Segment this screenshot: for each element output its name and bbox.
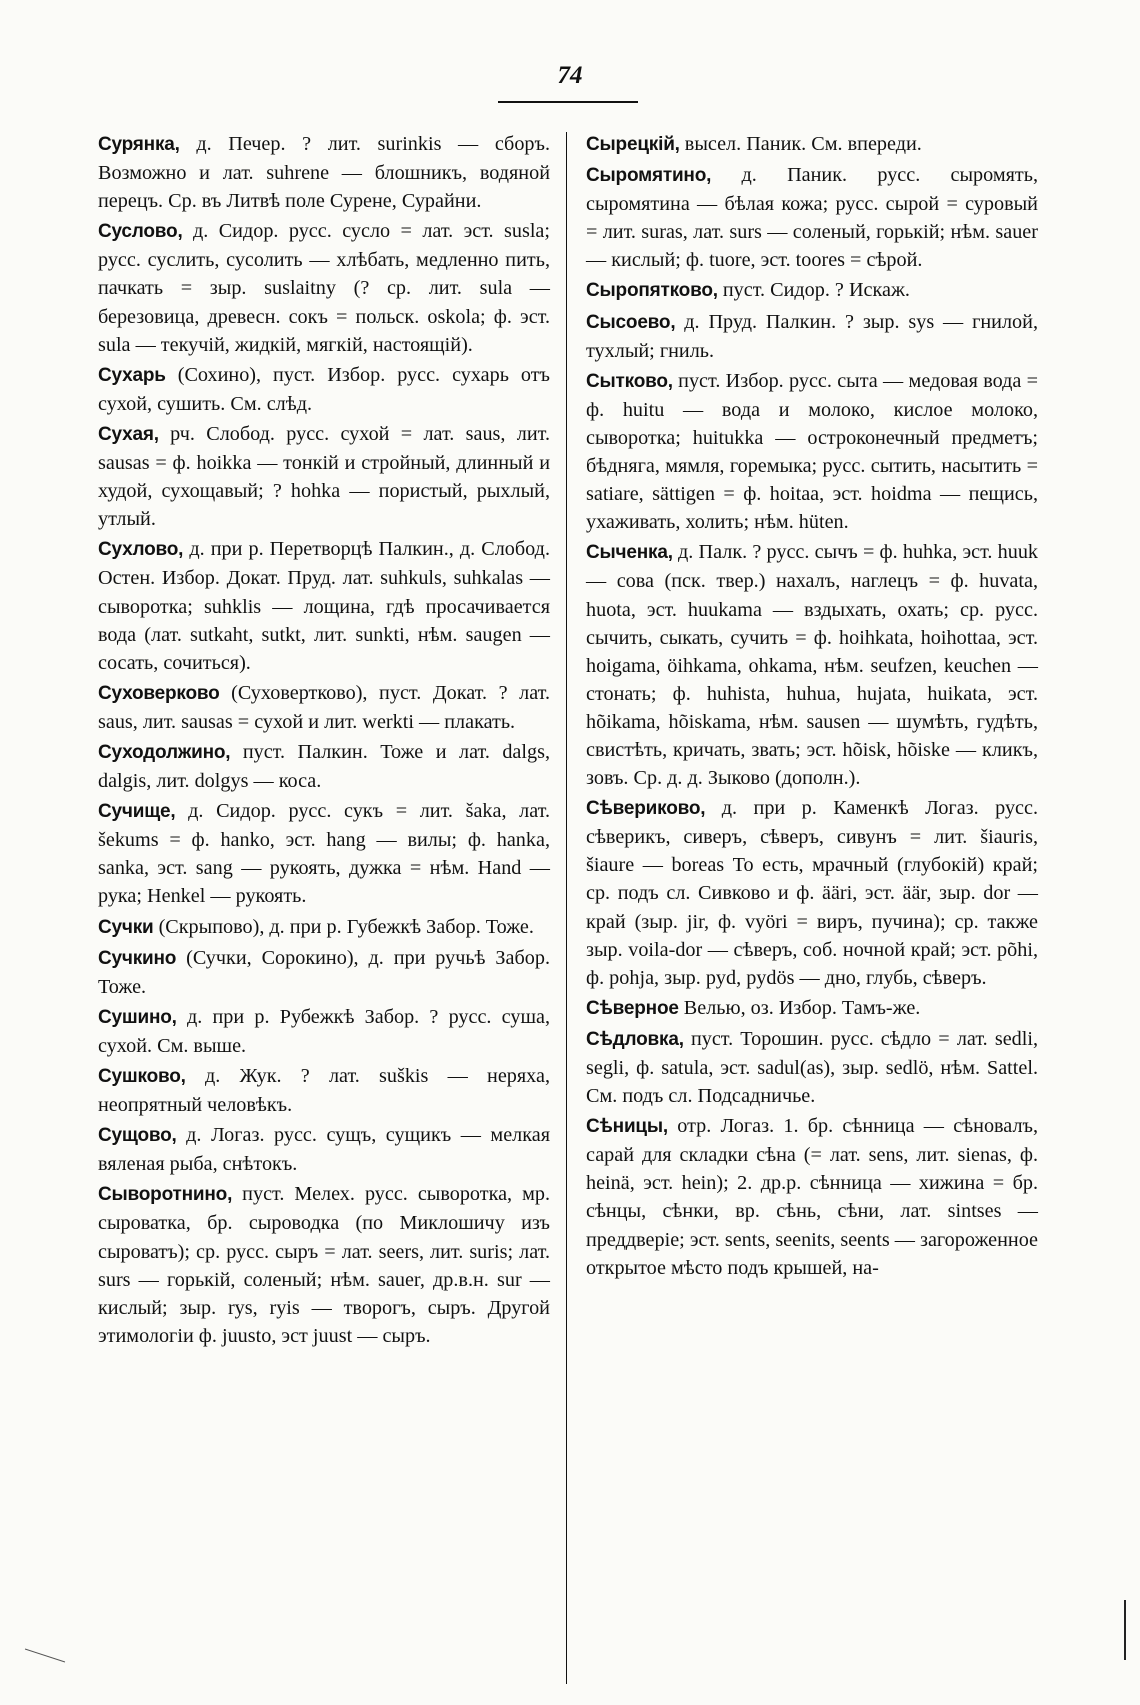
dictionary-entry <box>586 538 1038 792</box>
entry-text: д. Сидор. русс. сусло = лат. эст. susla; русс. суслить, сусолить — хлѣбать, медленно пить, пачкать = зыр. suslaitny (? ср. лит. sula — березовица, древесн. сокъ = польск. oskola; ф. эст. sula — текучій, жидкій, мягкій, настоящій). <box>98 220 550 356</box>
dictionary-entry <box>586 1025 1038 1110</box>
dictionary-entry <box>98 535 550 676</box>
entry-headword: Сушино, <box>98 1006 177 1028</box>
entry-headword: Сытково, <box>586 370 673 392</box>
dictionary-entry <box>586 367 1038 537</box>
right-column <box>586 130 1038 1284</box>
entry-headword: Сѣверное <box>586 997 679 1019</box>
dictionary-entry <box>98 738 550 795</box>
dictionary-entry <box>98 361 550 418</box>
entry-text: (Сохино), пуст. Избор. русс. сухарь отъ сухой, сушить. См. слѣд. <box>98 363 550 415</box>
entry-headword: Сурянка, <box>98 134 180 155</box>
entry-text: д. Сидор. русс. сукъ = лит. šaka, лат. šekums = ф. hanko, эст. hang — вилы; ф. hanka, sanka, эст. sang — рукоять, дужка = нѣм. Hand — рука; Henkel — рукоять. <box>98 800 551 908</box>
entry-headword: Сухлово, <box>98 539 184 561</box>
entry-text: д. Печер. ? лит. surinkis — сборъ. Возможно и лат. suhrene — блошникъ, водяной перецъ. Ср. въ Литвѣ поле Сурене, Сурайни. <box>98 133 550 213</box>
entry-headword: Сухая, <box>98 423 159 445</box>
entry-text: Велью, оз. Избор. Тамъ-же. <box>683 996 921 1019</box>
entry-headword: Сущово, <box>98 1125 177 1147</box>
entry-headword: Сыченка, <box>586 542 673 564</box>
entry-text: д. при р. Каменкѣ Логаз. русс. сѣверикъ, сиверъ, сѣверъ, сивунъ = лит. šiauris, šiaure — boreas То есть, мрачный (глубокій) край; ср. подъ сл. Сивково и ф. ääri, эст. äär, зыр. dor — край (зыр. jir, ф. vyöri = виръ, пучина); ср. также зыр. voila-dor — сѣверъ, соб. ночной край; эст. põhi, ф. pohja, зыр. pyd, pydös — дно, глубь, сѣверъ. <box>586 797 1039 989</box>
dictionary-entry <box>98 420 550 533</box>
dictionary-entry <box>586 130 1038 159</box>
dictionary-entry <box>98 217 550 358</box>
entry-headword: Сушково, <box>98 1066 186 1087</box>
entry-text: рч. Слобод. русс. сухой = лат. saus, лит. sausas = ф. hoikka — тонкій и стройный, длинный и худой, сухощавый; ? hohka — пористый, рыхлый, утлый. <box>98 422 550 531</box>
page-edge-mark <box>1124 1600 1126 1660</box>
entry-text: пуст. Мелех. русс. сыворотка, мр. сыроватка, бр. сыроводка (по Миклошичу изъ сыроватъ); ср. русс. сыръ = лат. seers, лит. suris; лат. surs — горькій, соленый; нѣм. sauer, др.в.н. sur — кислый; зыр. rys, ryis — творогъ, сыръ. Другой этимологіи ф. juusto, эст juust — сыръ. <box>98 1183 551 1347</box>
entry-text: (Суховертково), пуст. Докат. ? лат. saus, лит. sausas = сухой и лит. werkti — плакать. <box>98 681 550 733</box>
page-number: 74 <box>557 62 583 89</box>
entry-headword: Сыворотнино, <box>98 1184 233 1206</box>
entry-text: д. при р. Перетворцѣ Палкин., д. Слобод. Остен. Избор. Докат. Пруд. лат. suhkuls, suhkalas — сыворотка; suhklis — лощина, гдѣ просачивается вода (лат. sutkaht, sutkt, лит. sunkti, нѣм. saugen — сосать, сочиться). <box>98 538 550 674</box>
dictionary-entry <box>98 1062 550 1119</box>
entry-headword: Сыромятино, <box>586 165 712 187</box>
entry-headword: Сѣвериково, <box>586 798 706 820</box>
dictionary-entry <box>586 1112 1038 1282</box>
dictionary-entry <box>586 161 1038 274</box>
entry-headword: Сучище, <box>98 801 176 823</box>
margin-stray-mark <box>25 1649 65 1663</box>
column-divider <box>566 132 567 1684</box>
left-column <box>98 130 550 1352</box>
entry-headword: Сѣдловка, <box>586 1028 684 1050</box>
entry-text: д. Пруд. Палкин. ? зыр. sys — гнилой, тухлый; гниль. <box>586 310 1039 362</box>
entry-text: д. Логаз. русс. сущъ, сущикъ — мелкая вяленая рыба, снѣтокъ. <box>98 1124 550 1176</box>
dictionary-entry <box>98 913 550 942</box>
entry-text: д. Жук. ? лат. suškis — неряха, неопрятный человѣкъ. <box>98 1065 550 1117</box>
dictionary-entry <box>586 794 1038 992</box>
dictionary-entry <box>98 1180 550 1350</box>
entry-text: д. Паник. русс. сыромять, сыромятина — бѣлая кожа; русс. сырой = суровый = лит. suras, лат. surs — соленый, горькій; нѣм. sauer — кислый; ф. tuore, эст. toores = сѣрой. <box>586 164 1038 272</box>
entry-text: отр. Логаз. 1. бр. сѣнница — сѣновалъ, сарай для складки сѣна (= лат. sens, лит. sienas, ф. heinä, эст. hein); 2. др.р. сѣнница — хижина = бр. сѣнцы, сѣнки, вр. сѣнь, сѣни, лат. sintses — преддверіе; эст. sents, seenits, seents — загороженное открытое мѣсто подъ крышей, на- <box>586 1115 1039 1279</box>
dictionary-entry <box>98 679 550 736</box>
entry-text: высел. Паник. См. впереди. <box>684 133 922 155</box>
entry-headword: Сыропятково, <box>586 280 718 302</box>
entry-text: д. Палк. ? русс. сычъ = ф. huhka, эст. huuk — сова (пск. твер.) нахалъ, наглецъ = ф. huvata, huota, эст. huukama — вздыхать, охать; ср. русс. сычить, сыкать, сучить = ф. hoihkata, hoihottaa, эст. hoigama, öihkama, ohkama, нѣм. seufzen, keuchen — стонать; ф. huhista, huhua, hujata, huikata, эст. hõikama, hõiskama, нѣм. sausen — шумѣть, гудѣть, свистѣть, кричать, звать; эст. hõisk, hõiske — кликъ, зовъ. Ср. д. д. Зыково (дополн.). <box>586 541 1039 790</box>
entry-text: (Скрыпово), д. при р. Губежкѣ Забор. Тоже. <box>158 915 534 938</box>
entry-headword: Сучки <box>98 916 154 938</box>
dictionary-entry <box>98 1121 550 1178</box>
dictionary-entry <box>586 994 1038 1023</box>
entry-headword: Суховерково <box>98 682 220 704</box>
entry-text: пуст. Палкин. Тоже и лат. dalgs, dalgis, лит. dolgys — коса. <box>98 740 550 793</box>
entry-text: (Сучки, Сорокино), д. при ручьѣ Забор. Тоже. <box>98 946 550 998</box>
dictionary-entry <box>98 944 550 1001</box>
entry-text: пуст. Избор. русс. сыта — медовая вода = ф. huitu — вода и молоко, кислое молоко, сыворотка; huitukka — остроконечный предметъ; бѣдняга, мямля, горемыка; русс. сытить, насытить = satiare, sättigen = ф. hoitaa, эст. hoidma — пещись, ухаживать, холить; нѣм. hüten. <box>586 369 1039 534</box>
dictionary-entry <box>586 308 1038 365</box>
dictionary-entry <box>98 1003 550 1060</box>
entry-headword: Сырецкій, <box>586 134 680 155</box>
entry-text: пуст. Торошин. русс. сѣдло = лат. sedli, segli, ф. satula, эст. sadul(as), зыр. sedlö, нѣм. Sattel. См. подъ сл. Подсадничье. <box>586 1027 1039 1108</box>
header-rule <box>498 101 638 103</box>
entry-headword: Сысоево, <box>586 311 676 333</box>
entry-text: д. при р. Рубежкѣ Забор. ? русс. суша, сухой. См. выше. <box>98 1005 550 1057</box>
dictionary-entry <box>98 797 550 910</box>
entry-text: пуст. Сидор. ? Искаж. <box>722 279 910 302</box>
entry-headword: Суслово, <box>98 221 183 243</box>
dictionary-entry <box>586 276 1038 305</box>
entry-headword: Сучкино <box>98 947 177 969</box>
entry-headword: Сухарь <box>98 364 166 386</box>
entry-headword: Суходолжино, <box>98 741 231 763</box>
entry-headword: Сѣницы, <box>586 1116 669 1138</box>
dictionary-entry <box>98 130 550 215</box>
